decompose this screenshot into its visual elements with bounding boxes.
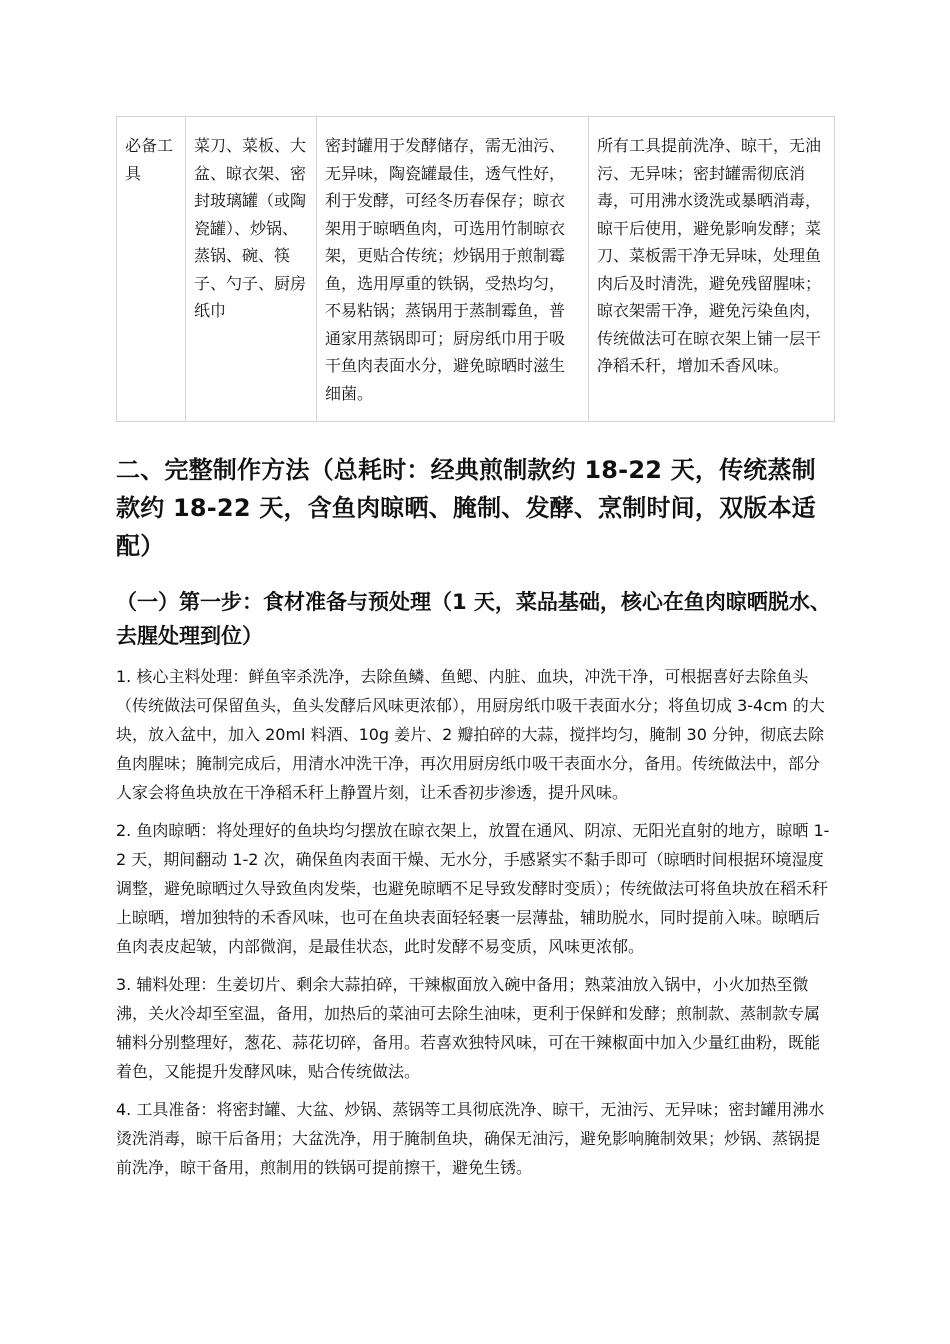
paragraph: 1. 核心主料处理：鲜鱼宰杀洗净，去除鱼鳞、鱼鳃、内脏、血块，冲洗干净，可根据喜好去除鱼头（传统做法可保留鱼头，鱼头发酵后风味更浓郁），用厨房纸巾吸干表面水分；将鱼切成 3-4cm 的大块，放入盆中，加入 20ml 料酒、10g 姜片、2 瓣拍碎的大蒜，搅拌均匀，腌制 30 分钟，彻底去除鱼肉腥味；腌制完成后，用清水冲洗干净，再次用厨房纸巾吸干表面水分，备用。传统做法中，部分人家会将鱼块放在干净稻禾秆上静置片刻，让禾香初步渗透，提升风味。 — [116, 667, 825, 802]
table-cell-usage: 密封罐用于发酵储存，需无油污、无异味，陶瓷罐最佳，透气性好，利于发酵，可经冬历春保存；晾衣架用于晾晒鱼肉，可选用竹制晾衣架，更贴合传统；炒锅用于煎制霉鱼，选用厚重的铁锅，受热均匀，不易粘锅；蒸锅用于蒸制霉鱼，普通家用蒸锅即可；厨房纸巾用于吸干鱼肉表面水分，避免晾晒时滋生细菌。 — [317, 117, 589, 422]
section-heading: 二、完整制作方法（总耗时：经典煎制款约 18-22 天，传统蒸制款约 18-22 天，含鱼肉晾晒、腌制、发酵、烹制时间，双版本适配） — [116, 456, 816, 560]
document-page — [116, 116, 834, 1182]
table-cell-notes: 所有工具提前洗净、晾干，无油污、无异味；密封罐需彻底消毒，可用沸水烫洗或暴晒消毒，晾干后使用，避免影响发酵；菜刀、菜板需干净无异味，处理鱼肉后及时清洗，避免残留腥味；晾衣架需干净，避免污染鱼肉，传统做法可在晾衣架上铺一层干净稻禾秆，增加禾香风味。 — [589, 117, 835, 422]
paragraph: 4. 工具准备：将密封罐、大盆、炒锅、蒸锅等工具彻底洗净、晾干，无油污、无异味；密封罐用沸水烫洗消毒，晾干后备用；大盆洗净，用于腌制鱼块，确保无油污，避免影响腌制效果；炒锅、蒸锅提前洗净，晾干备用，煎制用的铁锅可提前擦干，避免生锈。 — [116, 1100, 825, 1177]
table-row — [117, 117, 835, 422]
paragraph: 3. 辅料处理：生姜切片、剩余大蒜拍碎，干辣椒面放入碗中备用；熟菜油放入锅中，小火加热至微沸，关火冷却至室温，备用，加热后的菜油可去除生油味，更利于保鲜和发酵；煎制款、蒸制款专属辅料分别整理好，葱花、蒜花切碎，备用。若喜欢独特风味，可在干辣椒面中加入少量红曲粉，既能着色，又能提升发酵风味，贴合传统做法。 — [116, 975, 821, 1081]
table-cell-category: 必备工具 — [117, 117, 186, 422]
paragraph: 2. 鱼肉晾晒：将处理好的鱼块均匀摆放在晾衣架上，放置在通风、阴凉、无阳光直射的地方，晾晒 1-2 天，期间翻动 1-2 次，确保鱼肉表面干燥、无水分，手感紧实不黏手即可（晾晒时间根据环境湿度调整，避免晾晒过久导致鱼肉发柴，也避免晾晒不足导致发酵时变质）；传统做法可将鱼块放在稻禾秆上晾晒，增加独特的禾香风味，也可在鱼块表面轻轻裹一层薄盐，辅助脱水，同时提前入味。晾晒后鱼肉表皮起皱，内部微润，是最佳状态，此时发酵不易变质，风味更浓郁。 — [116, 821, 830, 956]
subsection-heading: （一）第一步：食材准备与预处理（1 天，菜品基础，核心在鱼肉晾晒脱水、去腥处理到位） — [116, 590, 831, 648]
tools-table — [116, 116, 835, 422]
table-cell-items: 菜刀、菜板、大盆、晾衣架、密封玻璃罐（或陶瓷罐）、炒锅、蒸锅、碗、筷子、勺子、厨房纸巾 — [186, 117, 317, 422]
